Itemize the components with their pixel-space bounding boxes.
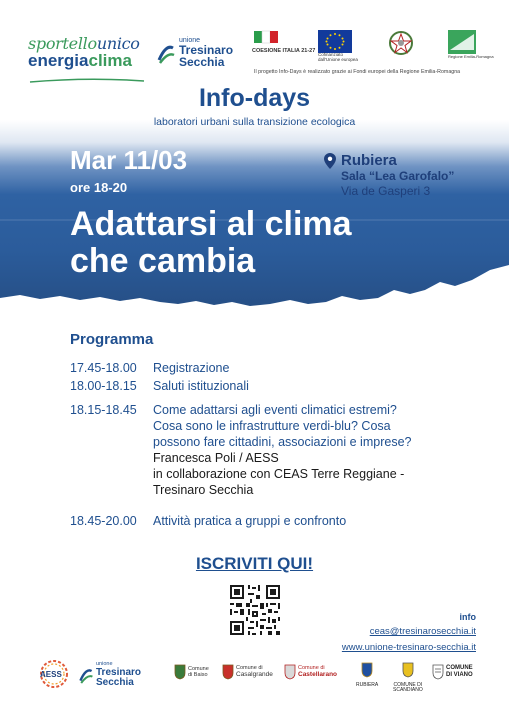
event-time: ore 18-20 [70, 180, 128, 195]
headline-line1: Adattarsi al clima [70, 205, 352, 243]
unione-tresinaro-secchia-logo [156, 37, 233, 68]
scandiano-label-2: SCANDIANO [393, 687, 423, 694]
programme-item-text: Saluti istituzionali [153, 379, 249, 393]
aess-logo-text: AESS [40, 670, 62, 679]
regione-emilia-romagna-logo [448, 30, 494, 66]
headline-line2: che cambia [70, 242, 256, 280]
bottom-unione-line1: Tresinaro [96, 666, 142, 678]
energia-logo-text: energia [28, 51, 89, 70]
rubiera-crest-icon [361, 662, 373, 678]
eu-cofinanced-logo [318, 30, 358, 66]
programme-item-time: 18.15-18.45 [70, 403, 137, 417]
programme-item-text: Registrazione [153, 361, 230, 375]
programme-item-text: Attività pratica a gruppi e confronto [153, 514, 347, 528]
event-series-subtitle: laboratori urbani sulla transizione ecologica [153, 116, 356, 128]
unione-name-line1: Tresinaro [179, 43, 234, 57]
bottom-unione-logo [78, 662, 141, 688]
eu-label-2: dall'Unione europea [318, 56, 358, 62]
castellarano-crest-icon [284, 664, 296, 680]
event-venue: Sala “Lea Garofalo” [341, 169, 455, 183]
scandiano-crest-icon [402, 662, 414, 678]
baiso-crest-icon [174, 664, 186, 680]
rubiera-label: RUBIERA [356, 682, 379, 688]
coesione-italia-logo [252, 30, 316, 66]
contact-website-link[interactable]: www.unione-tresinaro-secchia.it [341, 642, 476, 653]
castellarano-label-1: Comune di [298, 665, 325, 672]
viano-crest-icon [432, 664, 444, 680]
bottom-unione-mark-icon [78, 666, 94, 684]
programme-title: Programma [70, 331, 154, 348]
emilia-romagna-label: Regione Emilia-Romagna [448, 54, 494, 59]
baiso-label-2: di Baiso [188, 672, 208, 678]
programme-speaker: Tresinaro Secchia [153, 483, 254, 497]
unione-mark-icon [156, 42, 176, 64]
clima-logo-text: clima [88, 51, 132, 70]
emilia-romagna-mark-icon [448, 30, 476, 54]
eu-label-1: Cofinanziato [318, 52, 344, 57]
comune-scandiano-logo [393, 662, 423, 694]
italian-republic-emblem-icon [388, 29, 414, 59]
register-link[interactable]: ISCRIVITI QUI! [195, 554, 314, 573]
event-series-title: Info-days [198, 84, 311, 112]
bottom-unione-line2: Secchia [96, 676, 134, 688]
sportello-logo-text-b: unico [96, 34, 140, 53]
casalgrande-label-1: Comune di [236, 665, 263, 672]
unione-small-label: unione [179, 37, 201, 44]
comune-baiso-logo [174, 664, 209, 680]
event-date: Mar 11/03 [70, 145, 188, 175]
event-city: Rubiera [341, 152, 397, 169]
programme-item-time: 18.45-20.00 [70, 514, 137, 528]
location-pin-icon [324, 153, 336, 169]
contact-email-link[interactable]: ceas@tresinarosecchia.it [369, 626, 476, 637]
programme-item-time: 18.00-18.15 [70, 379, 137, 393]
comune-castellarano-logo [284, 664, 337, 680]
viano-label-1: COMUNE [446, 665, 473, 672]
comune-viano-logo [432, 664, 473, 680]
coesione-mark-icon [252, 30, 280, 44]
unione-name-line2: Secchia [179, 55, 225, 69]
contact-info-label: info [459, 612, 476, 622]
eu-flag-icon [318, 30, 352, 53]
programme-item-text: Cosa sono le infrastrutture verdi-blu? Cosa [153, 419, 391, 433]
programme-item-text: possono fare cittadini, associazioni e imprese? [153, 435, 412, 449]
programme-speaker: Francesca Poli / AESS [153, 451, 279, 465]
funding-note: Il progetto Info-Days è realizzato grazie ai Fondi europei della Regione Emilia-Romagna [254, 69, 461, 75]
baiso-label-1: Comune [188, 665, 209, 672]
viano-label-2: DI VIANO [446, 672, 473, 678]
comune-rubiera-logo [356, 662, 378, 688]
bottom-unione-small: unione [96, 661, 113, 667]
sportello-logo-text-a: sportello [28, 34, 97, 53]
scandiano-label-1: COMUNE DI [393, 682, 423, 688]
programme-speaker: in collaborazione con CEAS Terre Reggiane - [153, 467, 405, 481]
programme-item-time: 17.45-18.00 [70, 361, 137, 375]
casalgrande-label-2: Casalgrande [236, 671, 273, 679]
event-headline [70, 206, 352, 280]
castellarano-label-2: Castellarano [298, 671, 338, 679]
coesione-label: COESIONE ITALIA 21-27 [252, 48, 316, 54]
event-street: Via de Gasperi 3 [341, 184, 431, 198]
qr-code-icon[interactable] [228, 583, 282, 637]
comune-casalgrande-logo [222, 664, 273, 680]
casalgrande-crest-icon [222, 664, 234, 680]
programme-item-text: Come adattarsi agli eventi climatici estremi? [153, 403, 397, 417]
